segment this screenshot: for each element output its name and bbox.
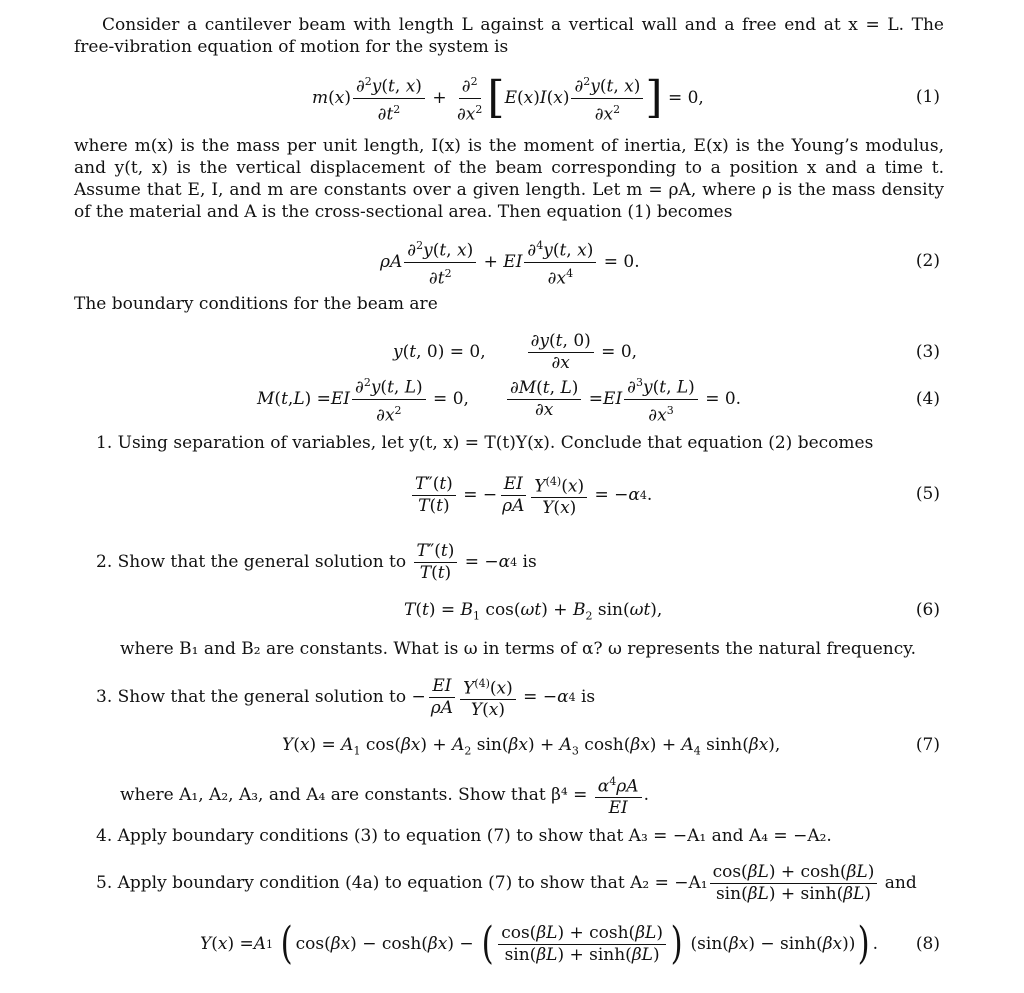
- item-2-is: is: [522, 552, 537, 572]
- equation-7: $Y(x) = A_1$ $\cos(\beta x) + A_2$ $\sin(\beta x) + A_3$ $\cosh(\beta x) + A_4$ sinh(βx),: [282, 735, 781, 758]
- item-5: 5. Apply boundary condition (4a) to equation (7) to show that A₂ = −A₁ $\frac{\cos(\beta L) + \cosh(\beta L)}{\sin(\beta L) + \sinh(\beta L)}$ and: [96, 861, 917, 904]
- equation-number-7: (7): [915, 735, 940, 755]
- equation-number-1: (1): [915, 87, 940, 107]
- equation-number-6: (6): [915, 600, 940, 620]
- equation-8: Y ( x ) = A 1 ( cos( βx ) − cosh( βx ) − ( $\frac{\cos(\beta L) + \cosh(\beta L)}{\sin(\beta L) + \sinh(\beta L)}$ ) (sin( βx ) − sinh( βx )) ) .: [200, 918, 878, 969]
- equation-4: M ( t , L ) = EI $\frac{\partial^2y(t, L)}{\partial x^2}$ = 0, $\frac{\partial M(t, L)}{\partial x}$ = EI $\frac{\partial^3y(t, L)}{\partial x^3}$ = 0.: [257, 374, 741, 424]
- equation-number-2: (2): [915, 251, 940, 271]
- equation-number-3: (3): [915, 342, 940, 362]
- equation-1: m ( x ) $\frac{\partial^2y(t, x)}{\partial t^2}$ + $\frac{\partial^2}{\partial x^2}$ [ E ( x ) I ( x ) $\frac{\partial^2y(t, x)}{\partial x^2}$ ] = 0,: [312, 72, 704, 125]
- item-3: 3. Show that the general solution to − $\frac{EI}{\rho A}$ $\frac{Y^{(4)}(x)}{Y(x)}$ = − α 4 is: [96, 672, 595, 722]
- item-2-followup: where B₁ and B₂ are constants. What is ω in terms of α? ω represents the natural frequency.: [120, 639, 917, 659]
- item-3-text: 3. Show that the general solution to: [96, 687, 407, 707]
- item-3-is: is: [580, 687, 596, 707]
- item-5-and: and: [884, 873, 917, 893]
- equation-6: $T(t) = B_1$ $\cos(\omega t) + B_2$ sin(ωt),: [404, 600, 663, 623]
- equation-number-5: (5): [915, 484, 940, 504]
- item-3-followup: where A₁, A₂, A₃, and A₄ are constants. Show that β⁴ = $\frac{\alpha^4\rho A}{EI}$ .: [120, 770, 649, 820]
- equation-number-8: (8): [915, 934, 940, 954]
- intro-paragraph: Consider a cantilever beam with length L against a vertical wall and a free end at x = L. The free-vibration equation of motion for the system is: [74, 15, 944, 57]
- boundary-intro: The boundary conditions for the beam are: [74, 294, 438, 314]
- equation-3: y ( t , 0) = 0, $\frac{\partial y(t, 0)}{\partial x}$ = 0,: [393, 330, 638, 373]
- where-paragraph: where m(x) is the mass per unit length, I(x) is the moment of inertia, E(x) is the Young’s modulus, and y(t, x) is the vertical displacement of the beam corresponding to a position x and a time t. Assume that E, I, and m are constants over a given length. Let m = ρA, where ρ is the mass density of the material and A is the cross-sectional area. Then equation (1) becomes: [74, 136, 944, 222]
- item-5-text: 5. Apply boundary condition (4a) to equation (7) to show that A₂ = −A₁: [96, 873, 708, 893]
- equation-number-4: (4): [915, 389, 940, 409]
- item-1: 1. Using separation of variables, let y(t, x) = T(t)Y(x). Conclude that equation (2) becomes: [96, 433, 874, 453]
- item-2-text: 2. Show that the general solution to: [96, 552, 407, 572]
- equation-5: $\frac{T''(t)}{T(t)}$ = − $\frac{EI}{\rho A}$ $\frac{Y^{(4)}(x)}{Y(x)}$ = − α 4 .: [410, 469, 652, 521]
- item-4: 4. Apply boundary conditions (3) to equation (7) to show that A₃ = −A₁ and A₄ = −A₂.: [96, 826, 832, 846]
- equation-2: ρA $\frac{\partial^2y(t, x)}{\partial t^2}$ + EI $\frac{\partial^4y(t, x)}{\partial x^4}$ = 0.: [380, 237, 640, 287]
- item-3-followup-text: where A₁, A₂, A₃, and A₄ are constants. Show that β⁴ =: [120, 785, 588, 805]
- item-2: 2. Show that the general solution to $\frac{T''(t)}{T(t)}$ = − α 4 is: [96, 540, 537, 583]
